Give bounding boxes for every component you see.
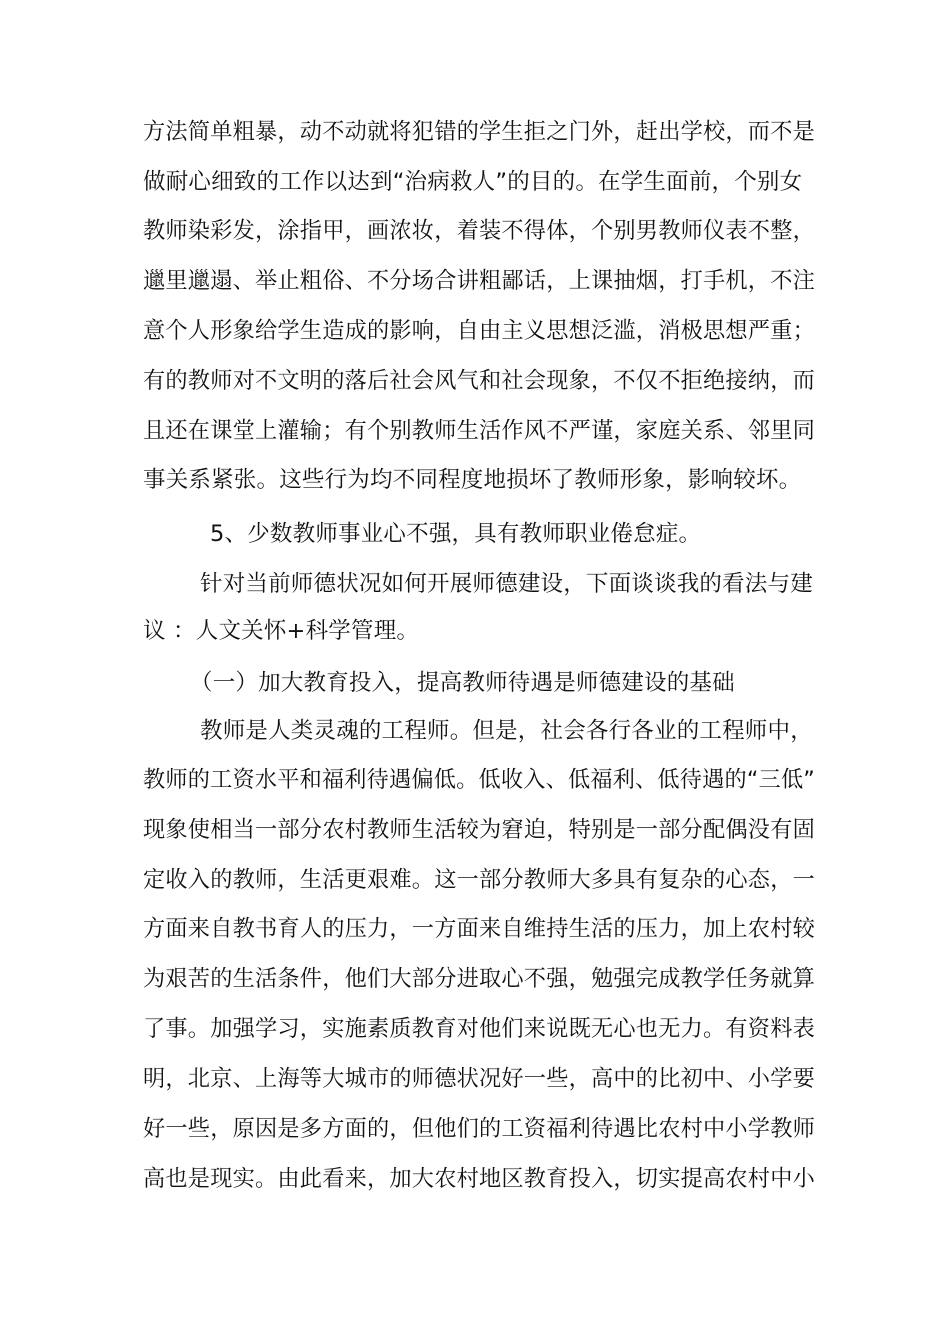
paragraph-line: 高也是现实。由此看来，加大农村地区教育投入，切实提高农村中小 xyxy=(143,1166,816,1192)
paragraph-line: 方法简单粗暴，动不动就将犯错的学生拒之门外，赶出学校，而不是 xyxy=(143,119,816,145)
paragraph-line: 意个人形象给学生造成的影响，自由主义思想泛滥，消极思想严重； xyxy=(143,318,816,344)
paragraph-line: 邋里邋遢、举止粗俗、不分场合讲粗鄙话，上课抽烟，打手机，不注 xyxy=(143,268,816,294)
paragraph-line: 教师是人类灵魂的工程师。但是，社会各行各业的工程师中， xyxy=(200,718,813,744)
section-heading: （一）加大教育投入，提高教师待遇是师德建设的基础 xyxy=(190,670,735,696)
list-item-heading: 5、少数教师事业心不强，具有教师职业倦怠症。 xyxy=(210,521,702,547)
paragraph-line: 针对当前师德状况如何开展师德建设，下面谈谈我的看法与建 xyxy=(200,571,813,597)
paragraph-line: 了事。加强学习，实施素质教育对他们来说既无心也无力。有资料表 xyxy=(143,1016,816,1042)
paragraph-line: 教师的工资水平和福利待遇偏低。低收入、低福利、低待遇的“三低” xyxy=(143,767,815,793)
paragraph-line: 为艰苦的生活条件，他们大部分进取心不强，勉强完成教学任务就算 xyxy=(143,966,816,992)
paragraph-line: 议 ：人文关怀+科学管理。 xyxy=(143,618,420,644)
paragraph-line: 好一些，原因是多方面的，但他们的工资福利待遇比农村中小学教师 xyxy=(143,1116,816,1142)
paragraph-line: 做耐心细致的工作以达到“治病救人”的目的。在学生面前，个别女 xyxy=(143,169,803,195)
paragraph-line: 有的教师对不文明的落后社会风气和社会现象，不仅不拒绝接纳，而 xyxy=(143,368,816,394)
paragraph-line: 方面来自教书育人的压力，一方面来自维持生活的压力，加上农村较 xyxy=(143,916,816,942)
paragraph-line: 教师染彩发，涂指甲，画浓妆，着装不得体，个别男教师仪表不整， xyxy=(143,218,816,244)
paragraph-line: 且还在课堂上灌输；有个别教师生活作风不严谨，家庭关系、邻里同 xyxy=(143,418,816,444)
paragraph-line: 明，北京、上海等大城市的师德状况好一些，高中的比初中、小学要 xyxy=(143,1066,816,1092)
paragraph-line: 定收入的教师，生活更艰难。这一部分教师大多具有复杂的心态，一 xyxy=(143,867,816,893)
paragraph-line: 事关系紧张。这些行为均不同程度地损坏了教师形象，影响较坏。 xyxy=(143,467,802,493)
paragraph-line: 现象使相当一部分农村教师生活较为窘迫，特别是一部分配偶没有固 xyxy=(143,817,816,843)
